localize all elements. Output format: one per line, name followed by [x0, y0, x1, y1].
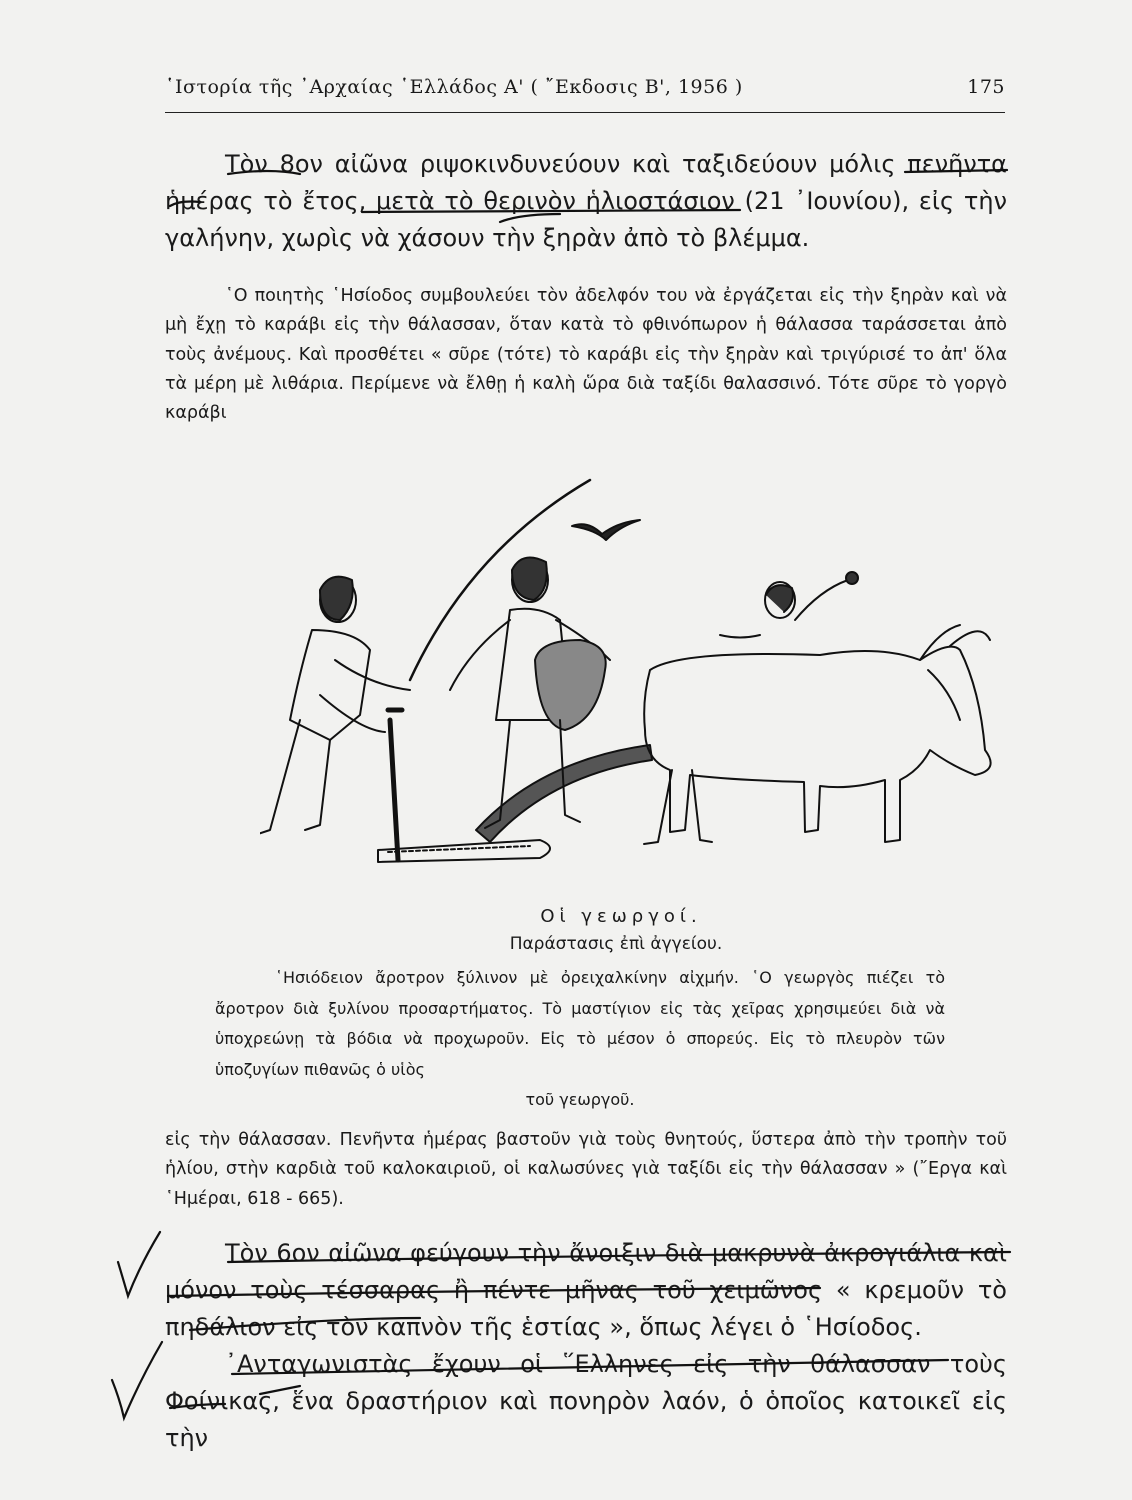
paragraph-hesiod-advice: ῾Ο ποιητὴς ῾Ησίοδος συμβουλεύει τὸν ἀδελφόν του νὰ ἐργάζεται εἰς τὴν ξηρὰν καὶ νὰ μὴ ἔχῃ τὸ καράβι εἰς τὴν θάλασσαν, ὅταν κατὰ τὸ φθινόπωρον ἡ θάλασσα ταράσσεται ἀπὸ τοὺς ἀνέμους. Καὶ προσθέτει « σῦρε (τότε) τὸ καράβι εἰς τὴν ξηρὰν καὶ τριγύρισέ το ἀπ' ὅλα τὰ μέρη μὲ λιθάρια. Περίμενε νὰ ἔλθῃ ἡ καλὴ ὥρα διὰ ταξίδι θαλασσινό. Τότε σῦρε τὸ γοργὸ καράβι: [165, 286, 1007, 424]
page-number: 175: [967, 76, 1005, 98]
caption-last-line: τοῦ γεωργοῦ.: [525, 1090, 635, 1109]
header-rule: [165, 112, 1005, 113]
header-title: ῾Ιστορία τῆς ᾿Αρχαίας ῾Ελλάδος Α' ( ῎Εκδοσις Β', 1956 ): [165, 76, 743, 98]
caption-body: [215, 963, 945, 1116]
paragraph-6th-century: Τὸν 6ον αἰῶνα φεύγουν τὴν ἄνοιξιν διὰ μακρυνὰ ἀκρογιάλια καὶ μόνον τοὺς τέσσαρας ἢ πέντε μῆνας τοῦ χειμῶνος « κρεμοῦν τὸ πηδάλιον εἰς τὸν καπνὸν τῆς ἑστίας », ὅπως λέγει ὁ ῾Ησίοδος.: [165, 1239, 1007, 1341]
caption-title: Οἱ γεωργοί.: [540, 906, 702, 927]
seed-basket: [535, 640, 606, 730]
paragraph-phoenicians: ᾿Ανταγωνιστὰς ἔχουν οἱ ῞Ελληνες εἰς τὴν θάλασσαν τοὺς Φοίνικας, ἕνα δραστήριον καὶ πονηρὸν λαόν, ὁ ὁποῖος κατοικεῖ εἰς τὴν: [165, 1350, 1007, 1452]
checkmark-icon: [112, 1342, 162, 1418]
caption-body-text: ῾Ησιόδειον ἄροτρον ξύλινον μὲ ὀρειχαλκίνην αἰχμήν. ῾Ο γεωργὸς πιέζει τὸ ἄροτρον διὰ ξυλίνου προσαρτήματος. Τὸ μαστίγιον εἰς τὰς χεῖρας χρησιμεύει διὰ νὰ ὑποχρεώνῃ τὰ βόδια νὰ προχωροῦν. Εἰς τὸ μέσον ὁ σπορεύς. Εἰς τὸ πλευρὸν τῶν ὑποζυγίων πιθανῶς ὁ υἱὸς: [215, 968, 945, 1079]
ploughman-figure: [260, 577, 410, 835]
bird-icon: [572, 520, 640, 540]
paragraph-quote-end: εἰς τὴν θάλασσαν. Πενῆντα ἡμέρας βαστοῦν γιὰ τοὺς θνητούς, ὕστερα ἀπὸ τὴν τροπὴν τοῦ ἡλίου, στὴν καρδιὰ τοῦ καλοκαιριοῦ, οἱ καλωσύνες γιὰ ταξίδι εἰς τὴν θάλασσαν » (῎Εργα καὶ ῾Ημέραι, 618 - 665).: [165, 1130, 1007, 1209]
oxen-figure: [644, 625, 991, 844]
farmers-vase-illustration: [260, 470, 1000, 890]
paragraph-8th-century: Τὸν 8ον αἰῶνα ριψοκινδυνεύουν καὶ ταξιδεύουν μόλις πενῆντα ἡμέρας τὸ ἔτος, μετὰ τὸ θερινὸν ἡλιοστάσιον (21 ᾿Ιουνίου), εἰς τὴν γαλήνην, χωρὶς νὰ χάσουν τὴν ξηρὰν ἀπὸ τὸ βλέμμα.: [165, 150, 1007, 252]
caption-subtitle: Παράστασις ἐπὶ ἀγγείου.: [509, 934, 723, 954]
checkmark-icon: [118, 1232, 160, 1296]
running-header: [165, 76, 1005, 98]
boy-figure: [720, 572, 858, 638]
